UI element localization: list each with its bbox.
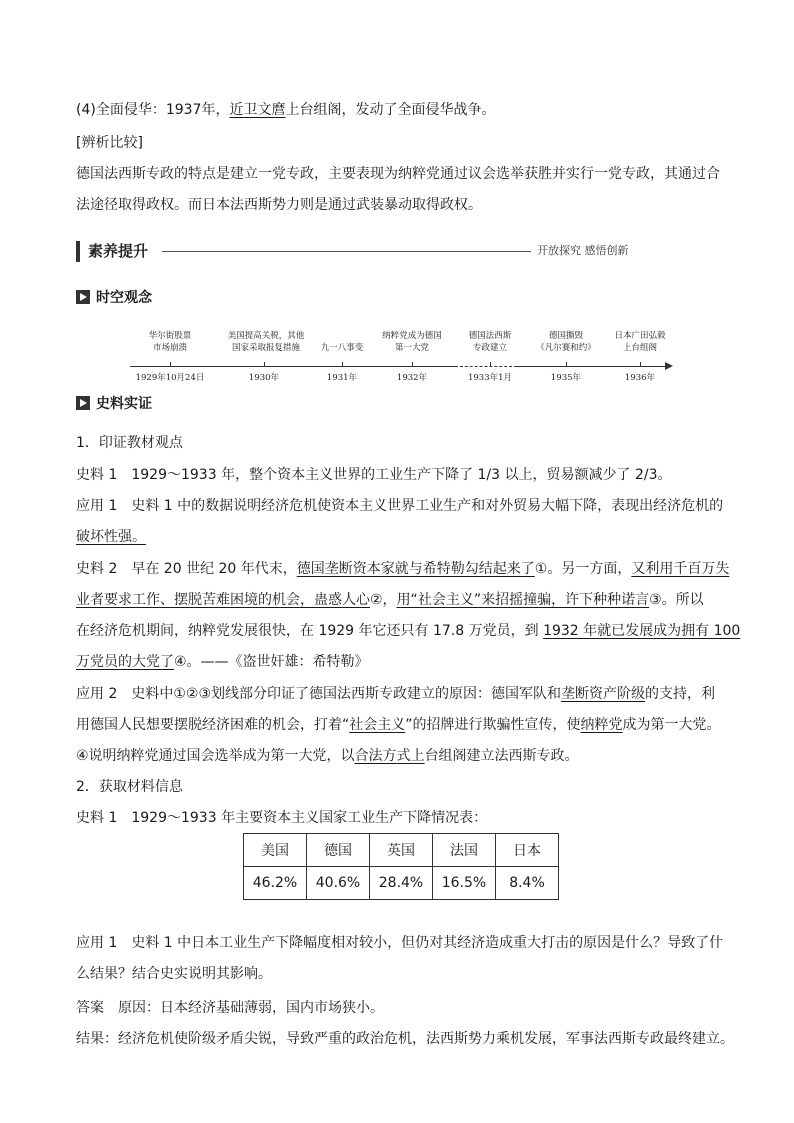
compare-text-line-2: 法途径取得政权。而日本法西斯势力则是通过武装暴动取得政权。 [76,197,482,213]
section-banner [76,238,636,264]
timeline-event: 美国提高关税，其他 国家采取报复措施 [227,331,305,353]
source-2-line-1: 史料 2 早在 20 世纪 20 年代末，德国垄断资本家就与希特勒勾结起来了①。另一方面，又利用千百万失 [76,561,730,577]
compare-label: [辨析比较] [76,135,143,151]
question-line-1: 应用 1 史料 1 中日本工业生产下降幅度相对较小，但仍对其经济造成重大打击的原因是什么？导致了什 [76,935,724,951]
timeline-date: 1930年 [248,373,280,383]
table-cell: 美国 [244,834,307,867]
timeline-tick [342,362,343,367]
application-2-line-3: ④说明纳粹党通过国会选举成为第一大党，以合法方式上台组阁建立法西斯专政。 [76,748,579,764]
timeline-axis-dashed [455,366,517,367]
timeline-date: 1936年 [624,373,656,383]
timeline [130,330,678,388]
underlined-konoe: 近卫文麿 [229,102,286,118]
timeline-tick [566,362,567,367]
timeline-tick [264,362,265,367]
timeline-event: 九一八事变 [320,343,364,353]
table-cell: 英国 [370,834,433,867]
table-cell: 德国 [307,834,370,867]
compare-text-line-1: 德国法西斯专政的特点是建立一党专政，主要表现为纳粹党通过议会选举获胜并实行一党专政，其通过合 [76,166,720,182]
section-historical-evidence: 史料实证 [76,394,152,414]
table-cell: 法国 [433,834,496,867]
application-1-line-1: 应用 1 史料 1 中的数据说明经济危机使资本主义世界工业生产和对外贸易大幅下降，表现出经济危机的 [76,498,724,514]
timeline-date: 1931年 [326,373,358,383]
source-1: 史料 1 1929～1933 年，整个资本主义世界的工业生产下降了 1/3 以上，贸易额减少了 2/3。 [76,467,672,483]
timeline-date: 1932年 [396,373,428,383]
table-cell: 8.4% [496,867,559,900]
part2-source-1: 史料 1 1929～1933 年主要资本主义国家工业生产下降情况表： [76,810,488,826]
timeline-date: 1933年1月 [467,373,513,383]
table-cell: 16.5% [433,867,496,900]
timeline-axis [130,366,455,367]
table-cell: 28.4% [370,867,433,900]
part2-heading: 2．获取材料信息 [76,779,183,795]
answer-line: 答案 原因：日本经济基础薄弱，国内市场狭小。 [76,1000,384,1016]
timeline-date: 1929年10月24日 [135,373,205,383]
section-time-space: 时空观念 [76,288,152,308]
banner-title: 素养提升 [88,242,149,260]
source-2-line-4: 万党员的大党了④。——《盗世奸雄：希特勒》 [76,654,369,670]
timeline-axis-end [517,366,667,367]
table-cell: 46.2% [244,867,307,900]
table-row [244,867,559,900]
application-1-line-2: 破坏性强。 [76,529,146,545]
timeline-event: 德国撕毁 《凡尔赛和约》 [536,331,596,353]
timeline-tick [170,362,171,367]
timeline-event: 华尔街股票 市场崩溃 [148,331,192,353]
timeline-tick [490,362,491,367]
production-decline-table [243,833,559,900]
play-triangle-icon [76,396,90,410]
table-cell: 日本 [496,834,559,867]
play-triangle-icon [76,290,90,304]
timeline-date: 1935年 [550,373,582,383]
application-2-line-1: 应用 2 史料中①②③划线部分印证了德国法西斯专政建立的原因：德国军队和垄断资产阶级的支持，利 [76,686,716,702]
banner-bar [76,241,80,262]
result-line: 结果：经济危机使阶级矛盾尖锐，导致严重的政治危机，法西斯势力乘机发展，军事法西斯专政最终建立。 [76,1031,734,1047]
item-4-line: (4)全面侵华：1937年，近卫文麿上台组阁，发动了全面侵华战争。 [76,102,496,118]
table-cell: 40.6% [307,867,370,900]
part1-heading: 1．印证教材观点 [76,435,183,451]
timeline-tick [640,362,641,367]
timeline-arrow-icon [665,362,673,370]
question-line-2: 么结果？结合史实说明其影响。 [76,966,272,982]
timeline-event: 德国法西斯 专政建立 [468,331,512,353]
source-2-line-2: 业者要求工作、摆脱苦难困境的机会，蛊惑人心②，用“社会主义”来招摇撞骗，许下种种诺言③。所以 [76,592,704,608]
application-2-line-2: 用德国人民想要摆脱经济困难的机会，打着“社会主义”的招牌进行欺骗性宣传，使纳粹党成为第一大党。 [76,717,721,733]
timeline-tick [412,362,413,367]
table-header-row [244,834,559,867]
timeline-event: 日本广田弘毅 上台组阁 [614,331,666,353]
source-2-line-3: 在经济危机期间，纳粹党发展很快，在 1929 年它还只有 17.8 万党员，到 1932 年就已发展成为拥有 100 [76,623,741,639]
banner-tag: 开放探究 感悟创新 [531,242,629,258]
timeline-event: 纳粹党成为德国 第一大党 [382,331,442,353]
